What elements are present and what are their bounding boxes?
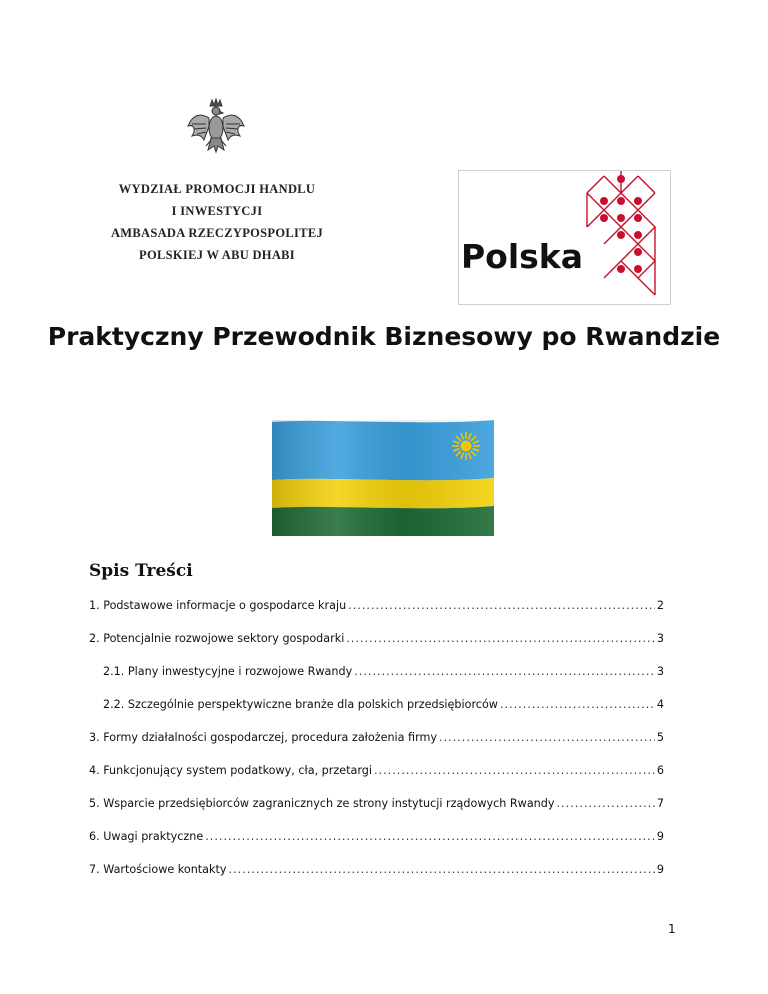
toc-entry-page: 7 <box>656 797 664 810</box>
polish-eagle-icon <box>184 96 248 160</box>
toc-entry-leader <box>346 632 655 645</box>
toc-entry[interactable] <box>89 830 664 843</box>
toc-entry-leader <box>557 797 655 810</box>
toc-entry-page: 4 <box>656 698 664 711</box>
organization-line: I INWESTYCJI <box>171 204 263 218</box>
toc-entry[interactable] <box>103 665 664 678</box>
toc-entry-label: 1. Podstawowe informacje o gospodarce kraju <box>89 599 347 612</box>
toc-entry-label: 2. Potencjalnie rozwojowe sektory gospodarki <box>89 632 345 645</box>
toc-entry[interactable] <box>89 863 664 876</box>
toc-entry-leader <box>205 830 655 843</box>
organization-name <box>90 178 344 266</box>
toc-entry-label: 4. Funkcjonujący system podatkowy, cła, przetargi <box>89 764 372 777</box>
toc-entry-label: 3. Formy działalności gospodarczej, procedura założenia firmy <box>89 731 438 744</box>
toc-entry-page: 3 <box>656 632 664 645</box>
polska-logo <box>458 170 671 305</box>
toc-entry-page: 5 <box>656 731 664 744</box>
toc-entry-page: 2 <box>656 599 664 612</box>
toc-entry-leader <box>439 731 655 744</box>
polska-logo-word: Polska <box>461 237 584 276</box>
toc-entry-label: 5. Wsparcie przedsiębiorców zagranicznych ze strony instytucji rządowych Rwandy <box>89 797 555 810</box>
toc-entry-leader <box>348 599 655 612</box>
toc-entry-label: 2.1. Plany inwestycyjne i rozwojowe Rwandy <box>103 665 353 678</box>
toc-entry-label: 7. Wartościowe kontakty <box>89 863 227 876</box>
document-title: Praktyczny Przewodnik Biznesowy po Rwandzie <box>47 322 721 351</box>
toc-entry-page: 3 <box>656 665 664 678</box>
toc-entry[interactable] <box>89 731 664 744</box>
toc-entry-leader <box>500 698 655 711</box>
toc-entry-page: 6 <box>656 764 664 777</box>
flag-sun <box>452 432 480 460</box>
rwanda-flag-icon <box>272 420 494 536</box>
toc-entry[interactable] <box>89 797 664 810</box>
organization-line: POLSKIEJ W ABU DHABI <box>139 248 295 262</box>
page-number: 1 <box>668 922 676 936</box>
toc-entry[interactable] <box>103 698 664 711</box>
toc-entry[interactable] <box>89 632 664 645</box>
toc-entry-leader <box>229 863 655 876</box>
toc-entry-page: 9 <box>656 863 664 876</box>
toc-entry-page: 9 <box>656 830 664 843</box>
toc-entry-label: 2.2. Szczególnie perspektywiczne branże dla polskich przedsiębiorców <box>103 698 498 711</box>
organization-line: AMBASADA RZECZYPOSPOLITEJ <box>110 226 324 240</box>
toc-entry[interactable] <box>89 764 664 777</box>
toc-entry-leader <box>354 665 655 678</box>
toc-entry-label: 6. Uwagi praktyczne <box>89 830 204 843</box>
toc-heading: Spis Treści <box>89 561 193 581</box>
organization-line: WYDZIAŁ PROMOCJI HANDLU <box>118 182 316 196</box>
toc-entry-leader <box>374 764 655 777</box>
toc-entry[interactable] <box>89 599 664 612</box>
